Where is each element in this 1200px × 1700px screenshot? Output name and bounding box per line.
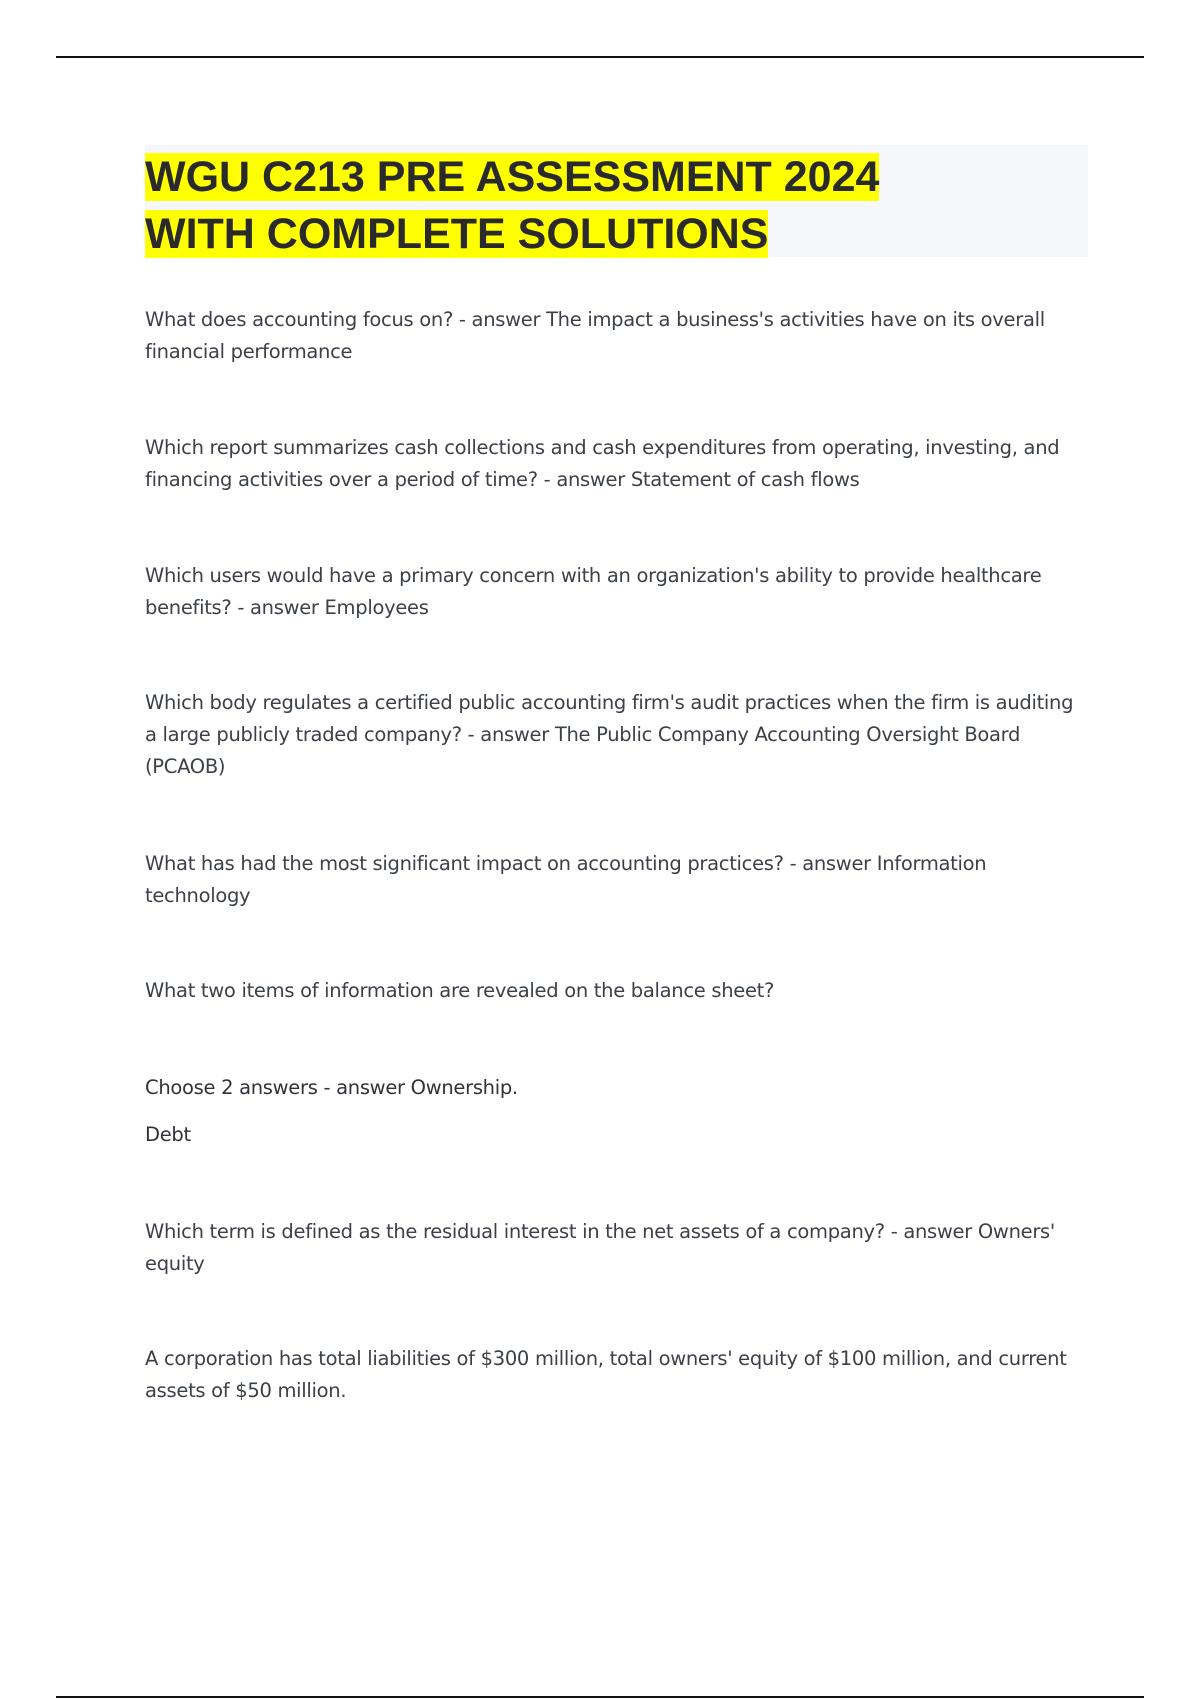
- qa-entry-cash-flows: Which report summarizes cash collections and cash expenditures from operating, investing, and financing activities over a period of time? - answer Statement of cash flows: [145, 436, 1060, 491]
- qa-entry-owners-equity: Which term is defined as the residual interest in the net assets of a company? - answer Owners' equity: [145, 1220, 1055, 1275]
- title-block: [145, 145, 1088, 257]
- title-line-1: WGU C213 PRE ASSESSMENT 2024: [145, 153, 880, 201]
- top-rule: [56, 56, 1144, 58]
- document-title: [145, 145, 1088, 263]
- qa-entry-choose-two: Choose 2 answers - answer Ownership.: [145, 1076, 518, 1099]
- qa-entry-pcaob: Which body regulates a certified public accounting firm's audit practices when the firm is auditing a large publicly traded company? - answer The Public Company Accounting Oversight Board (PCAOB): [145, 691, 1074, 778]
- qa-entry-balance-sheet-question: What two items of information are revealed on the balance sheet?: [145, 979, 775, 1002]
- qa-entry-healthcare-users: Which users would have a primary concern with an organization's ability to provide healthcare benefits? - answer Employees: [145, 564, 1042, 619]
- qa-entry-debt: Debt: [145, 1123, 191, 1146]
- title-line-2: WITH COMPLETE SOLUTIONS: [145, 210, 769, 258]
- qa-entry-accounting-focus: What does accounting focus on? - answer The impact a business's activities have on its overall financial performance: [145, 308, 1045, 363]
- qa-entry-information-technology: What has had the most significant impact on accounting practices? - answer Information technology: [145, 852, 987, 907]
- bottom-rule: [56, 1696, 1144, 1698]
- qa-entry-corporation-problem: A corporation has total liabilities of $300 million, total owners' equity of $100 million, and current assets of $50 million.: [145, 1347, 1067, 1402]
